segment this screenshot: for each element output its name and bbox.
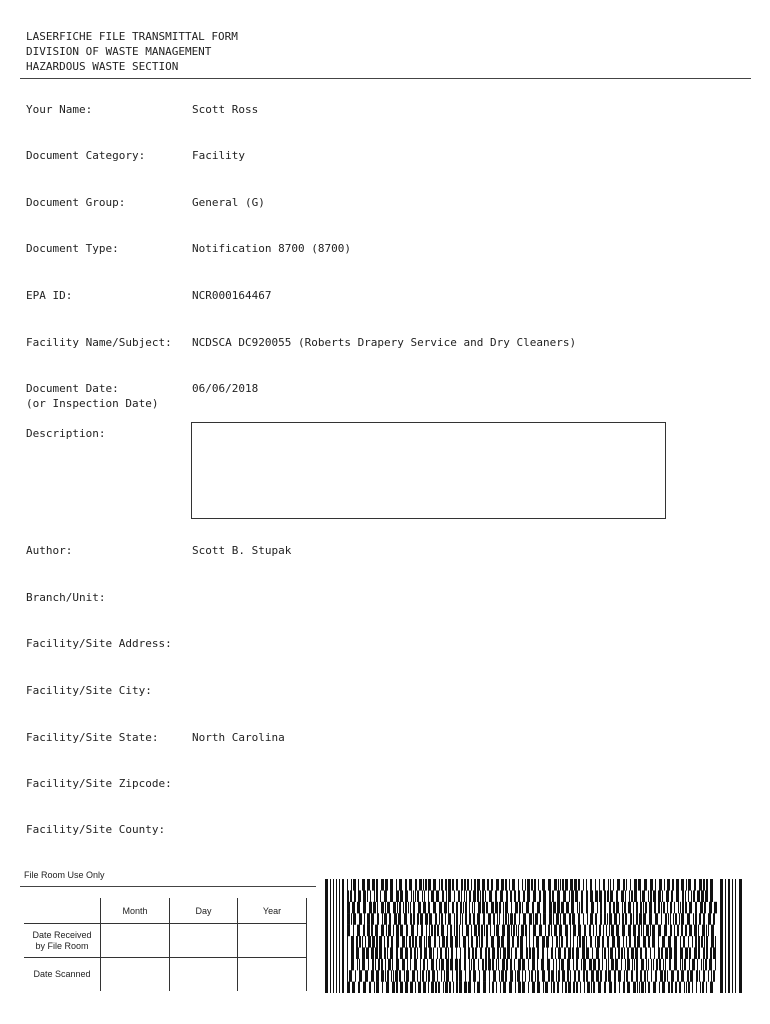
date-scanned-month-cell [101,958,170,992]
date-scanned-day-cell [170,958,238,992]
column-header-month: Month [101,898,170,924]
description-box [191,422,666,519]
field-value: 06/06/2018 [192,382,259,395]
field-value: Scott B. Stupak [192,544,292,557]
file-room-title: File Room Use Only [24,870,105,880]
header-divider [20,78,751,79]
date-scanned-year-cell [238,958,307,992]
field-label: Document Type: [26,242,119,255]
field-label: Document Date: [26,382,119,395]
header-line-2: DIVISION OF WASTE MANAGEMENT [26,45,212,58]
field-value: Scott Ross [192,103,259,116]
field-label: Facility/Site County: [26,823,166,836]
column-header-year: Year [238,898,307,924]
row-label-date-scanned: Date Scanned [24,958,101,992]
field-label: Description: [26,427,106,440]
date-received-month-cell [101,924,170,958]
field-value: NCR000164467 [192,289,272,302]
header-line-1: LASERFICHE FILE TRANSMITTAL FORM [26,30,238,43]
field-label: Your Name: [26,103,93,116]
field-value: NCDSCA DC920055 (Roberts Drapery Service and Dry Cleaners) [192,336,577,349]
row-label-line: by File Room [35,940,89,951]
field-value: North Carolina [192,731,285,744]
field-label: Document Group: [26,196,126,209]
field-value: Facility [192,149,245,162]
field-label: EPA ID: [26,289,73,302]
field-value: Notification 8700 (8700) [192,242,351,255]
field-label: Facility Name/Subject: [26,336,172,349]
file-room-divider [20,886,316,887]
field-label-secondary: (or Inspection Date) [26,397,159,410]
field-label: Branch/Unit: [26,591,106,604]
column-header-day: Day [170,898,238,924]
field-value: General (G) [192,196,265,209]
header-line-3: HAZARDOUS WASTE SECTION [26,60,179,73]
form-header [26,29,238,74]
field-label: Facility/Site Zipcode: [26,777,172,790]
field-label: Facility/Site City: [26,684,152,697]
pdf417-barcode-icon [325,879,742,993]
field-label: Facility/Site Address: [26,637,172,650]
date-received-year-cell [238,924,307,958]
file-room-table [24,898,307,991]
date-received-day-cell [170,924,238,958]
field-label: Author: [26,544,73,557]
field-label: Document Category: [26,149,146,162]
row-label-date-received [24,924,101,958]
row-label-line: Date Received [32,929,92,940]
field-label: Facility/Site State: [26,731,159,744]
